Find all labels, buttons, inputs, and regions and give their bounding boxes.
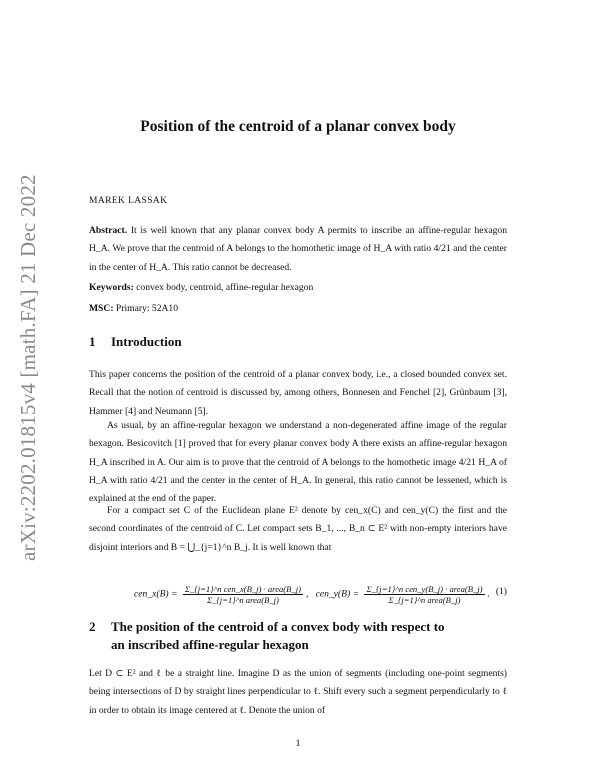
abstract-label: Abstract. xyxy=(89,225,128,236)
section-number: 1 xyxy=(89,334,96,349)
section-title-line-1: The position of the centroid of a convex body with respect to xyxy=(111,619,445,634)
equation-1 xyxy=(89,574,507,610)
paragraph: For a compact set C of the Euclidean plane E² denote by cen_x(C) and cen_y(C) the first and the second coordinates of the centroid of C. Let compact sets B_1, ..., B_n ⊂ E² with non-empty interiors have disjoint interiors and B = ⋃_{j=1}^n B_j. It is well known that xyxy=(89,505,507,553)
page-number: 1 xyxy=(295,738,301,749)
equation-lhs-y: cen_y(B) = xyxy=(315,588,360,600)
abstract-text: It is well known that any planar convex body A permits to inscribe an affine-regular hexagon H_A. We prove that the centroid of A belongs to the homothetic image of H_A with ratio 4/21 and the center in the center of H_A. This ratio cannot be decreased. xyxy=(89,225,507,273)
keywords-label: Keywords: xyxy=(89,282,134,293)
author: MAREK LASSAK xyxy=(89,196,168,206)
equation-lhs-x: cen_x(B) = xyxy=(134,588,178,600)
fraction-y xyxy=(364,584,484,605)
paragraph: This paper concerns the position of the centroid of a planar convex body, i.e., a closed bounded convex set. Recall that the notion of centroid is discussed by, among others, Bonnesen and Fenchel [2], Grünbaum [3], Hammer [4] and Neumann [5]. xyxy=(89,369,507,417)
numerator-x: Σ_{j=1}^n cen_x(B_j) · area(B_j) xyxy=(184,584,301,594)
arxiv-identifier-text: arXiv:2202.01815v4 [math.FA] 21 Dec 2022 xyxy=(16,174,40,561)
equation-number: (1) xyxy=(495,586,507,597)
msc xyxy=(89,303,178,314)
section-heading-1 xyxy=(89,334,182,350)
section-title: Introduction xyxy=(111,334,182,349)
section-heading-2 xyxy=(89,618,507,654)
paper-title: Position of the centroid of a planar convex body xyxy=(140,118,456,135)
msc-text: Primary: 52A10 xyxy=(115,303,179,314)
msc-label: MSC: xyxy=(89,303,114,314)
fraction-x xyxy=(183,584,303,605)
equation-body: cen_x(B) = $\frac{\text{Σ\_\{j=1\}\textasciicircum{}n cen\_x(B\_j) · area(B\_j)}}{\text{Σ\_\{j=1\}\textasciicircum{}n area(B\_j)}}$ , cen_y(B) = $\frac{\text{Σ\_\{j=1\}\textasciicircum{}n cen\_y(B\_j) · area(B\_j)}}{\text{Σ\_\{j=1\}\textasciicircum{}n area(B\_j)}}$ . xyxy=(134,584,490,605)
section-title-line-2: an inscribed affine-regular hexagon xyxy=(111,637,309,652)
keywords-text: convex body, centroid, affine-regular hexagon xyxy=(136,282,314,293)
paragraph: As usual, by an affine-regular hexagon we understand a non-degenerated affine image of the regular hexagon. Besicovitch [1] proved that for every planar convex body A there exists an affine-regular hexagon H_A inscribed in A. Our aim is to prove that the centroid of A belongs to the homothetic image 4/21 H_A of H_A with ratio 4/21 and the center in the center of H_A. In general, this ratio cannot be lessened, which is explained at the end of the paper. xyxy=(89,420,507,505)
denominator-y: Σ_{j=1}^n area(B_j) xyxy=(388,595,461,605)
section-number: 2 xyxy=(89,619,96,634)
keywords xyxy=(89,282,313,293)
numerator-y: Σ_{j=1}^n cen_y(B_j) · area(B_j) xyxy=(366,584,483,594)
paragraph: Let D ⊂ E² and ℓ be a straight line. Imagine D as the union of segments (including one-point segments) being intersections of D by straight lines perpendicular to ℓ. Shift every such a segment perpendicularly to ℓ in order to obtain its image centered at ℓ. Denote the union of xyxy=(89,668,507,716)
denominator-x: Σ_{j=1}^n area(B_j) xyxy=(206,595,279,605)
abstract xyxy=(89,222,507,277)
